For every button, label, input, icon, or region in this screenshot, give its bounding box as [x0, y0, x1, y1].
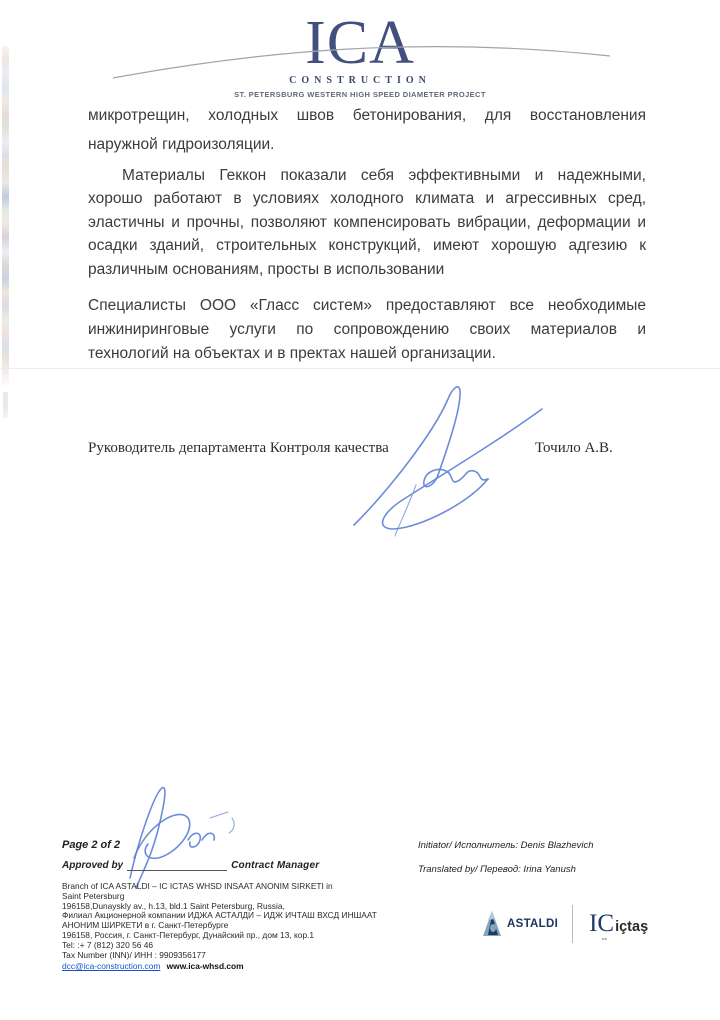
paragraph-line: эластичны и прочны, позволяют компенсировать вибрации, деформации и	[88, 213, 646, 231]
signatory-role: Руководитель департамента Контроля качества	[88, 440, 389, 456]
astaldi-logo	[482, 910, 558, 938]
address-line: Филиал Акционерной компании ИДЖА АСТАЛДИ – ИДЖ ИЧТАШ ВХСД ИНШААТ	[62, 910, 377, 921]
scan-fold-line	[0, 368, 720, 369]
paragraph	[88, 294, 646, 367]
address-line: 196158,Dunayskly av., h.13, bld.1 Saint Petersburg, Russia,	[62, 900, 285, 911]
initiator-line: Initiator/ Исполнитель: Denis Blazhevich	[418, 840, 594, 851]
paragraph-line: наружной гидроизоляции.	[88, 136, 275, 153]
ictas-wordmark: içtaş	[615, 919, 649, 935]
translator-line: Translated by/ Перевод: Irina Yanush	[418, 864, 576, 875]
ictas-logo	[589, 910, 649, 941]
ictas-ic-mark: IC	[589, 910, 615, 937]
paragraph-line: Специалисты ООО «Гласс систем» предоставляют все необходимые	[88, 297, 646, 315]
signature-line	[127, 860, 227, 871]
paragraph	[88, 101, 646, 159]
address-line: Saint Petersburg	[62, 890, 125, 901]
document-body	[88, 101, 646, 367]
partner-logos	[482, 905, 648, 943]
contacts-line	[62, 961, 244, 971]
ica-logo: ICA	[305, 9, 415, 77]
logo-project-label: ST. PETERSBURG WESTERN HIGH SPEED DIAMETER PROJECT	[234, 90, 486, 99]
letterhead	[0, 8, 720, 99]
address-line: Tel: :+ 7 (812) 320 56 46	[62, 939, 154, 950]
scan-edge-artifact-small	[3, 392, 8, 418]
address-line: АНОНИМ ШИРКЕТИ в г. Санкт-Петербурге	[62, 920, 229, 931]
logo-construction-label: CONSTRUCTION	[289, 75, 431, 86]
approved-by-label: Approved by	[62, 860, 124, 871]
email-link[interactable]: dcc@ica-construction.com	[62, 961, 161, 971]
handwritten-signature	[338, 379, 550, 539]
paragraph-line: инжиниринговые услуги по сопровождению своих материалов и	[88, 321, 646, 339]
paragraph-line: технологий на объектах и в пректах нашей организации.	[88, 345, 496, 363]
logo-divider	[572, 905, 573, 943]
paragraph	[88, 164, 646, 281]
ictas-submark: ce	[602, 936, 608, 941]
approver-signature	[98, 778, 250, 892]
paragraph-line: осадки зданий, строительных конструкций, имеют хорошую адгезию к	[88, 237, 646, 255]
website-link[interactable]: www.ica-whsd.com	[166, 961, 244, 971]
approved-by-row	[62, 860, 319, 871]
paragraph-line: хорошо работают в условиях холодного климата и агрессивных сред,	[88, 190, 646, 208]
address-line: Branch of ICA ASTALDI – IC ICTAS WHSD INSAAT ANONIM SIRKETI in	[62, 881, 333, 891]
paragraph-line: микротрещин, холодных швов бетонирования, для восстановления	[88, 107, 646, 124]
address-line: Tax Number (INN)/ ИНН : 9909356177	[62, 949, 206, 960]
paragraph-line: Материалы Геккон показали себя эффективными и надежными,	[122, 167, 646, 184]
address-line: 196158, Россия, г. Санкт-Петербург, Дунайский пр., дом 13, кор.1	[62, 929, 315, 940]
paragraph-line: различным основаниям, просты в использовании	[88, 260, 445, 278]
company-address-block	[62, 882, 402, 960]
approver-title: Contract Manager	[231, 860, 320, 871]
astaldi-wordmark: ASTALDI	[507, 918, 559, 930]
signatory-name: Точило А.В.	[535, 440, 613, 456]
astaldi-triangle-icon	[482, 910, 502, 938]
page-number-label: Page 2 of 2	[62, 839, 121, 851]
